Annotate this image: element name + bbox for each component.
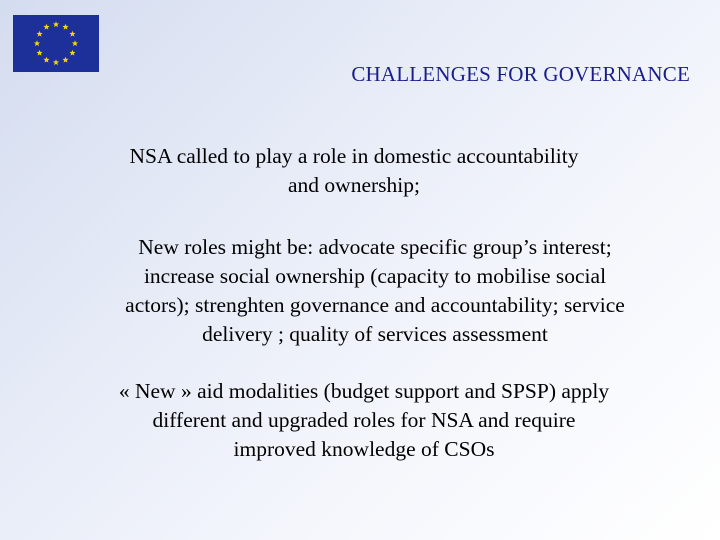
star-icon xyxy=(34,40,40,46)
paragraph-nsa-role xyxy=(98,142,610,200)
paragraph-line: delivery ; quality of services assessment xyxy=(202,322,548,346)
paragraph-aid-modalities xyxy=(70,377,658,464)
star-icon xyxy=(69,31,75,37)
paragraph-line: different and upgraded roles for NSA and require xyxy=(152,408,576,432)
paragraph-line: actors); strenghten governance and accountability; service xyxy=(125,293,625,317)
paragraph-line: and ownership; xyxy=(288,173,420,197)
paragraph-line: improved knowledge of CSOs xyxy=(233,437,495,461)
paragraph-line: NSA called to play a role in domestic accountability xyxy=(129,144,579,168)
star-icon xyxy=(62,57,68,63)
eu-flag-icon xyxy=(13,15,99,72)
star-icon xyxy=(53,21,59,27)
star-icon xyxy=(43,57,49,63)
star-icon xyxy=(36,50,42,56)
star-icon xyxy=(43,24,49,30)
paragraph-line: increase social ownership (capacity to mobilise social xyxy=(143,264,607,288)
star-icon xyxy=(69,50,75,56)
star-icon xyxy=(53,59,59,65)
paragraph-line: « New » aid modalities (budget support and SPSP) apply xyxy=(118,379,610,403)
star-icon xyxy=(62,24,68,30)
slide-title: CHALLENGES FOR GOVERNANCE xyxy=(351,62,690,86)
star-icon xyxy=(36,31,42,37)
paragraph-new-roles xyxy=(82,233,668,349)
star-icon xyxy=(72,40,78,46)
paragraph-line: New roles might be: advocate specific group’s interest; xyxy=(138,235,612,259)
